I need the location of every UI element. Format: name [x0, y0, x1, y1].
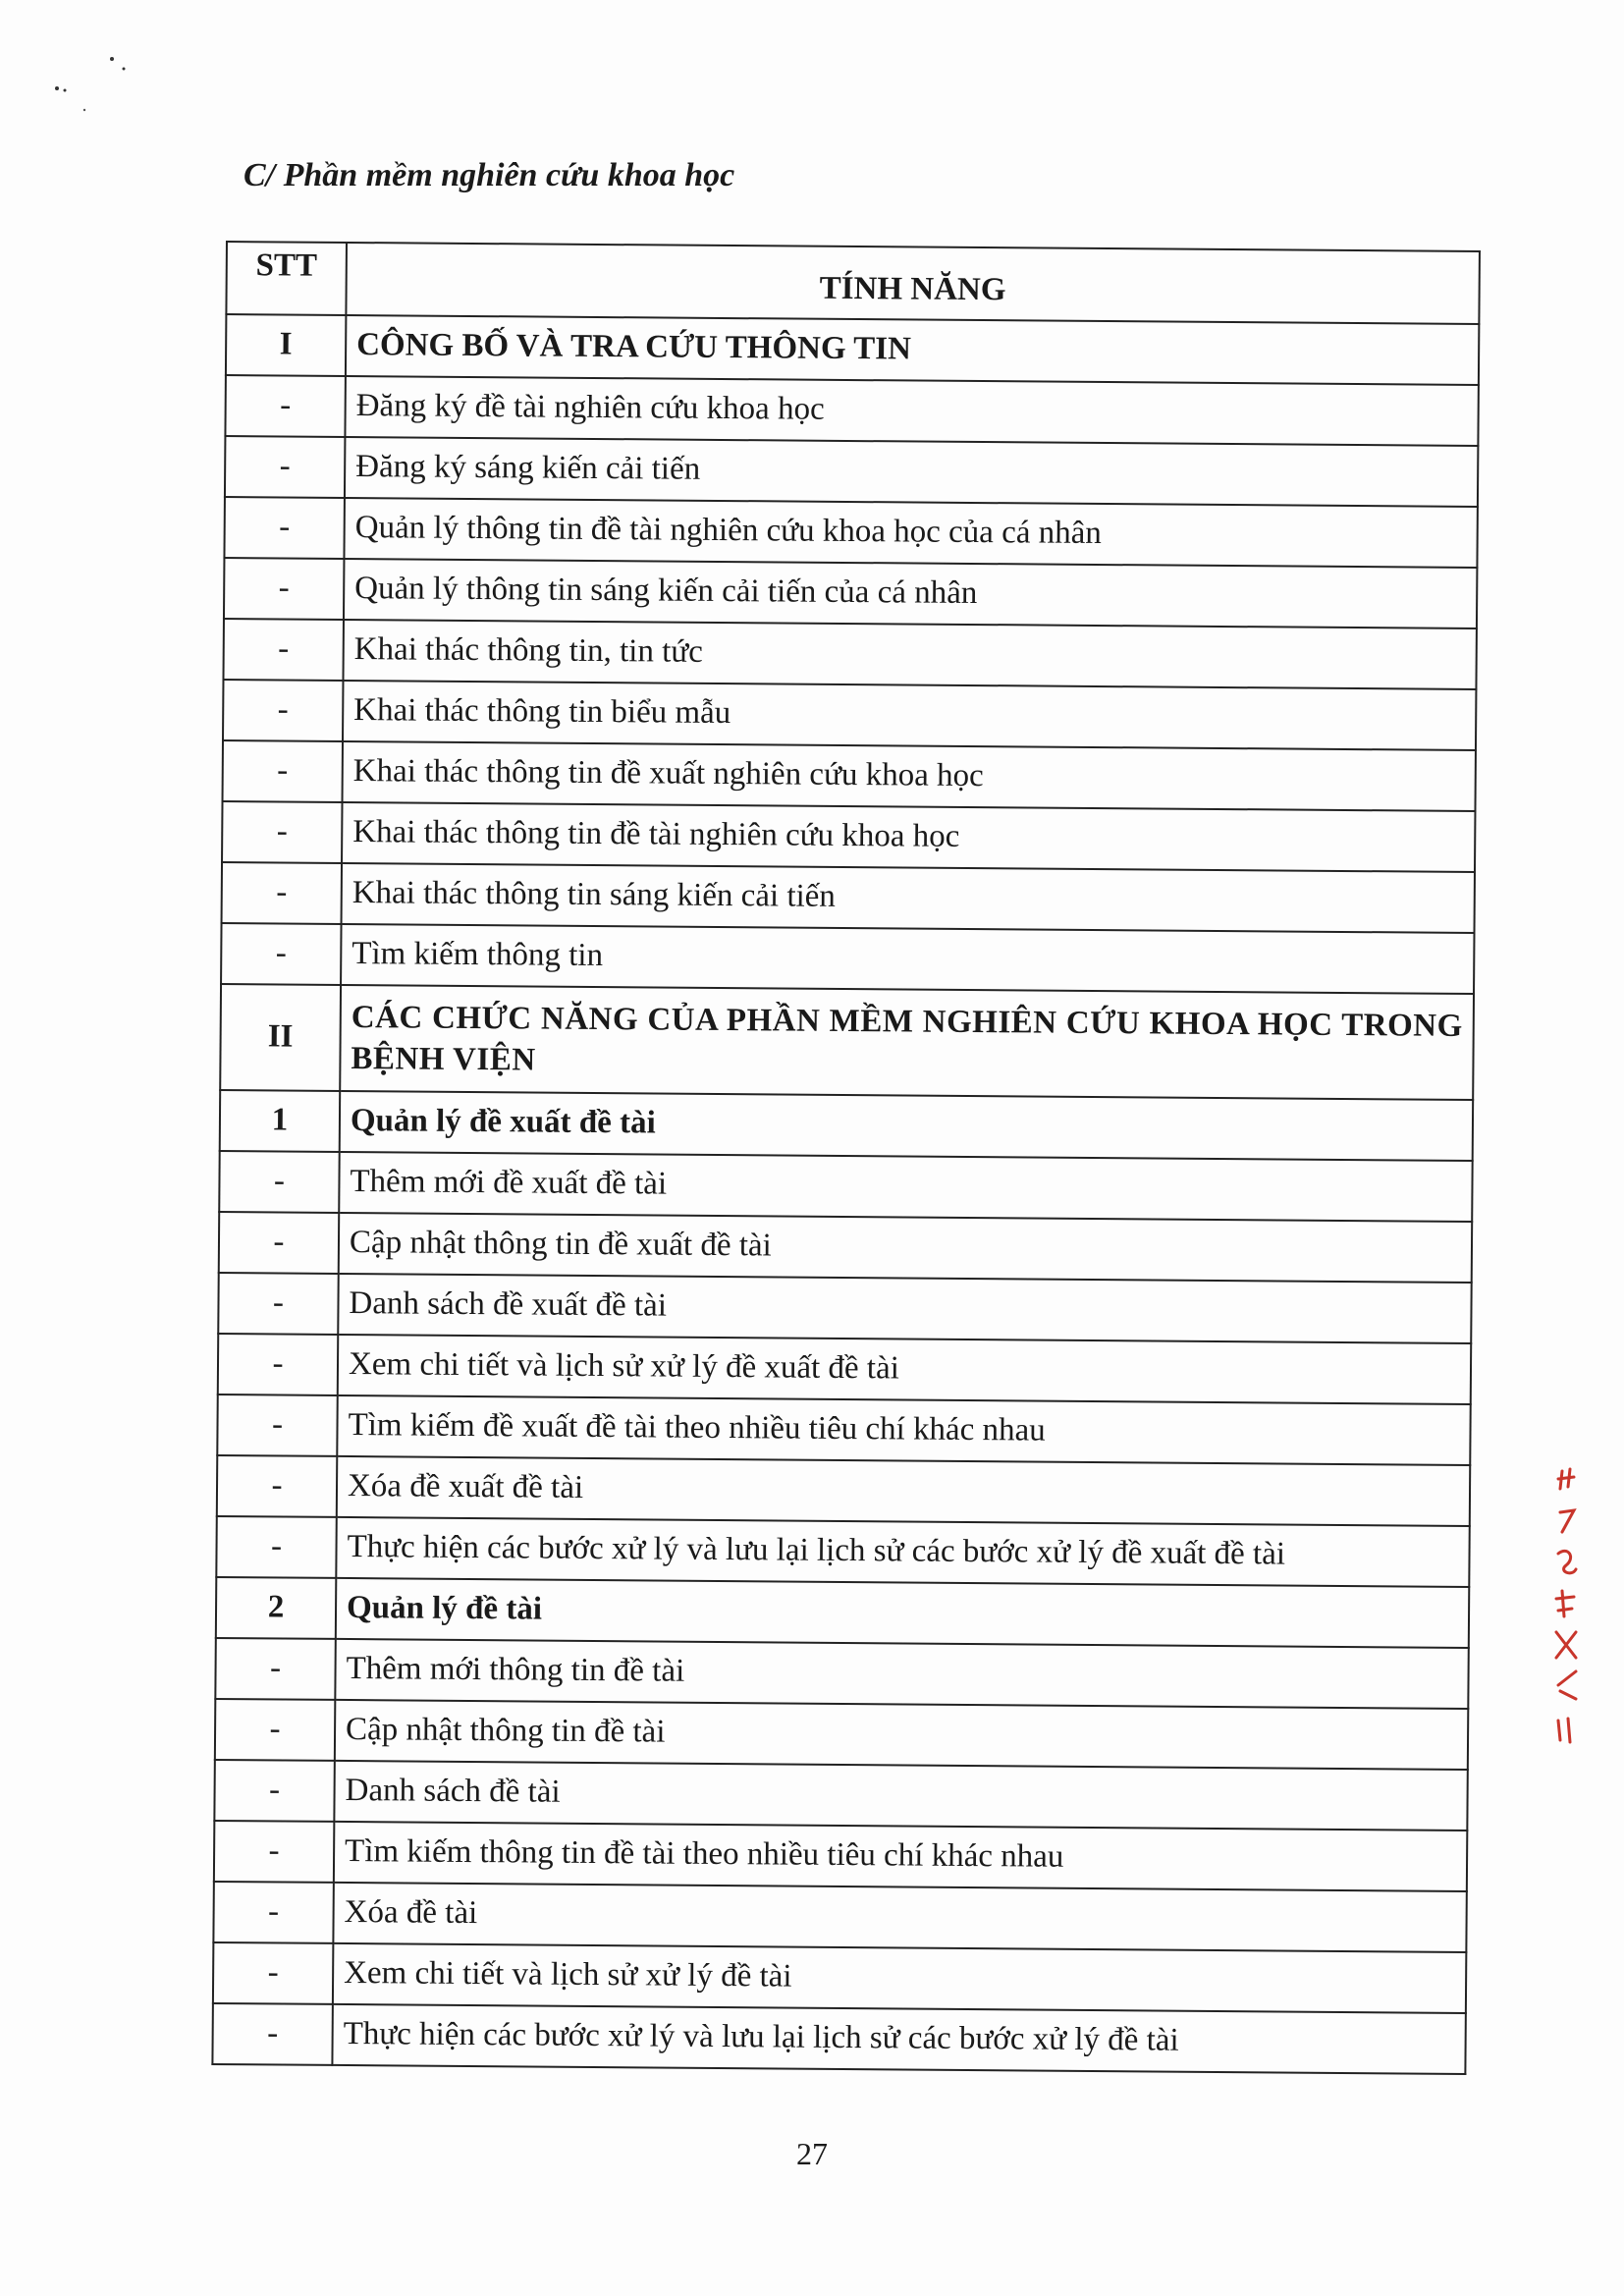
header-stt: STT [226, 242, 347, 315]
row-feature: Tìm kiếm thông tin đề tài theo nhiều tiêu chí khác nhau [334, 1822, 1467, 1891]
row-stt: - [222, 862, 342, 924]
row-feature: Khai thác thông tin đề xuất nghiên cứu khoa học [343, 741, 1476, 811]
row-feature: Quản lý thông tin đề tài nghiên cứu khoa học của cá nhân [344, 498, 1477, 568]
table-header-row [226, 242, 1480, 324]
row-feature: Xóa đề tài [333, 1883, 1466, 1952]
row-stt: - [218, 1334, 338, 1395]
row-feature: Thêm mới thông tin đề tài [335, 1639, 1468, 1709]
row-feature: Khai thác thông tin, tin tức [343, 620, 1476, 689]
row-feature: Xem chi tiết và lịch sử xử lý đề tài [333, 1943, 1466, 2013]
row-stt: 2 [216, 1577, 336, 1639]
table-row [218, 1273, 1471, 1343]
row-feature: Danh sách đề xuất đề tài [338, 1274, 1471, 1343]
row-stt: - [225, 436, 345, 498]
row-feature: Tìm kiếm thông tin [341, 924, 1474, 994]
row-feature: Khai thác thông tin sáng kiến cải tiến [342, 863, 1475, 933]
table-row [213, 1882, 1466, 1952]
row-stt: II [220, 984, 341, 1091]
table-row [219, 1151, 1472, 1222]
row-feature: Đăng ký đề tài nghiên cứu khoa học [345, 376, 1478, 446]
row-feature: Quản lý đề xuất đề tài [340, 1091, 1473, 1161]
table-row [218, 1334, 1471, 1404]
row-feature: CÔNG BỐ VÀ TRA CỨU THÔNG TIN [346, 315, 1479, 385]
table-row [224, 497, 1477, 568]
row-stt: - [224, 558, 344, 620]
row-stt: - [223, 740, 343, 802]
red-stamp-mark [1548, 1463, 1588, 1748]
row-feature: Khai thác thông tin đề tài nghiên cứu khoa học [342, 802, 1475, 872]
table-row [217, 1455, 1470, 1526]
row-stt: - [214, 1821, 334, 1883]
row-stt: - [216, 1516, 336, 1578]
table-row [222, 801, 1475, 872]
table-row [223, 680, 1476, 750]
table-row [215, 1638, 1468, 1709]
table-row [221, 923, 1474, 994]
table-row [226, 314, 1479, 385]
row-stt: - [225, 375, 345, 437]
row-stt: - [213, 1882, 333, 1943]
section-title: C/ Phần mềm nghiên cứu khoa học [244, 157, 735, 193]
row-stt: - [223, 619, 343, 681]
table-row [216, 1516, 1469, 1587]
table-row [223, 740, 1476, 811]
table-row [214, 1760, 1467, 1831]
row-stt: - [219, 1151, 339, 1213]
table-row [222, 862, 1475, 933]
table-row [220, 1090, 1473, 1161]
row-feature: CÁC CHỨC NĂNG CỦA PHẦN MỀM NGHIÊN CỨU KHOA HỌC TRONG BỆNH VIỆN [340, 985, 1474, 1100]
row-feature: Quản lý thông tin sáng kiến cải tiến của cá nhân [344, 559, 1477, 629]
page-number: 27 [796, 2136, 828, 2171]
row-stt: I [226, 314, 346, 376]
table-row [220, 984, 1474, 1100]
row-stt: - [212, 2003, 332, 2065]
row-feature: Thêm mới đề xuất đề tài [339, 1152, 1472, 1222]
table-row [214, 1821, 1467, 1891]
row-feature: Tìm kiếm đề xuất đề tài theo nhiều tiêu chí khác nhau [337, 1395, 1470, 1465]
row-feature: Đăng ký sáng kiến cải tiến [345, 437, 1478, 507]
row-feature: Cập nhật thông tin đề tài [335, 1700, 1468, 1770]
table-row [213, 1942, 1466, 2013]
row-stt: - [221, 923, 341, 985]
row-stt: 1 [220, 1090, 340, 1152]
scan-specks [49, 49, 137, 118]
table-row [217, 1394, 1470, 1465]
table-row [224, 558, 1477, 629]
row-stt: - [215, 1699, 335, 1761]
row-stt: - [218, 1273, 338, 1335]
row-feature: Xem chi tiết và lịch sử xử lý đề xuất đề tài [338, 1335, 1471, 1404]
row-stt: - [223, 680, 343, 741]
table-row [225, 375, 1478, 446]
row-feature: Khai thác thông tin biểu mẫu [343, 681, 1476, 750]
table-row [216, 1577, 1469, 1648]
row-stt: - [214, 1760, 334, 1822]
row-feature: Thực hiện các bước xử lý và lưu lại lịch sử các bước xử lý đề tài [332, 2004, 1465, 2074]
row-stt: - [213, 1942, 333, 2004]
row-feature: Quản lý đề tài [336, 1578, 1469, 1648]
header-feature: TÍNH NĂNG [346, 243, 1480, 324]
row-stt: - [217, 1394, 337, 1456]
row-stt: - [224, 497, 344, 559]
row-feature: Danh sách đề tài [334, 1761, 1467, 1831]
table-row [225, 436, 1478, 507]
row-feature: Thực hiện các bước xử lý và lưu lại lịch sử các bước xử lý đề xuất đề tài [336, 1517, 1469, 1587]
table-row [219, 1212, 1472, 1283]
row-feature: Cập nhật thông tin đề xuất đề tài [339, 1213, 1472, 1283]
row-feature: Xóa đề xuất đề tài [337, 1456, 1470, 1526]
table-row [215, 1699, 1468, 1770]
row-stt: - [215, 1638, 335, 1700]
row-stt: - [217, 1455, 337, 1517]
features-table [211, 241, 1481, 2075]
row-stt: - [222, 801, 342, 863]
table-row [212, 2003, 1465, 2074]
row-stt: - [219, 1212, 339, 1274]
table-row [223, 619, 1476, 689]
